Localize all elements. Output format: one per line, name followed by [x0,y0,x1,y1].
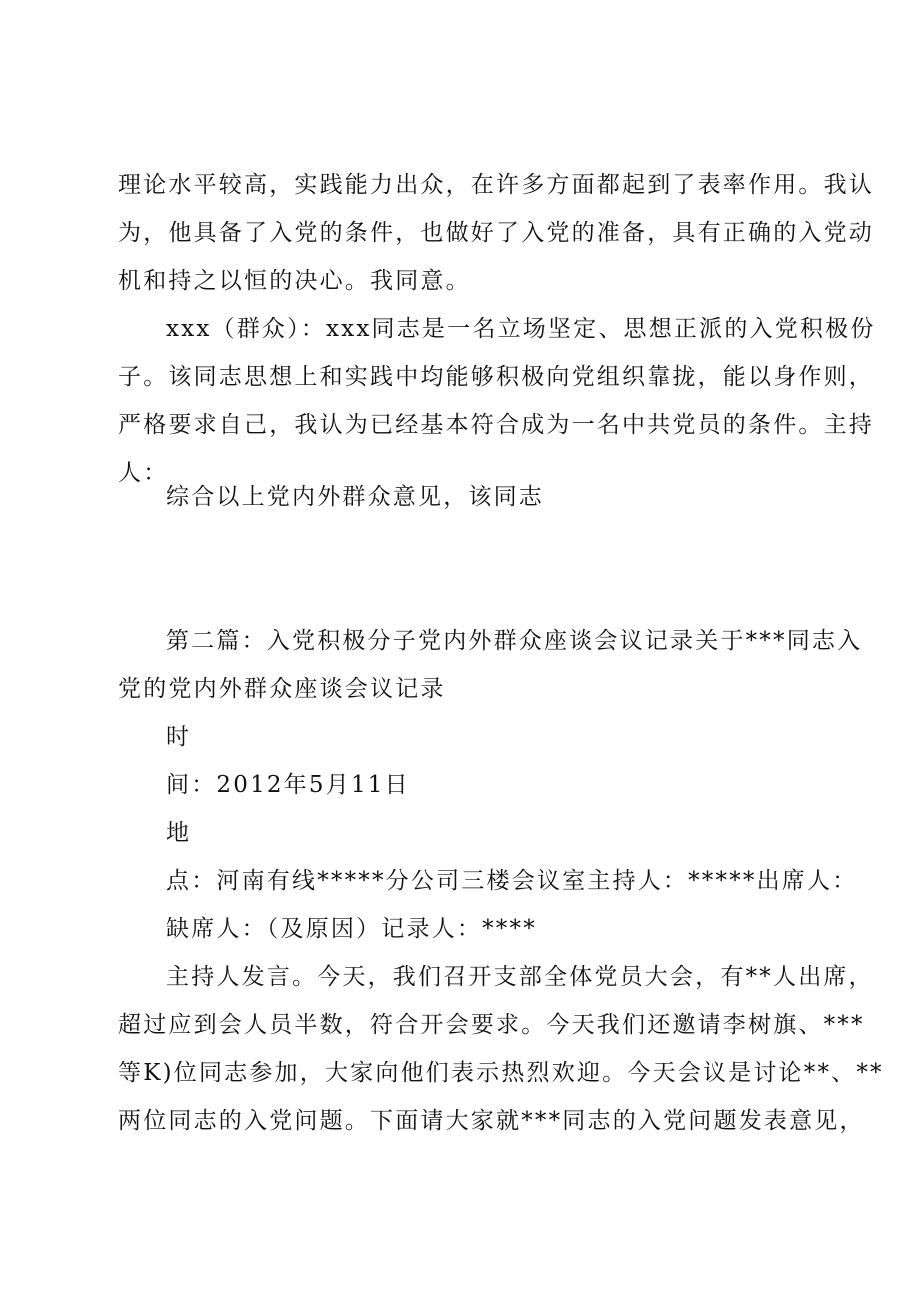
meta-line: 点：河南有线*****分公司三楼会议室主持人：*****出席人： [166,868,858,894]
meta-line: 缺席人：（及原因）记录人：**** [166,916,537,942]
paragraph-line: 超过应到会人员半数，符合开会要求。今天我们还邀请李树旗、*** [118,1012,865,1038]
paragraph-line: 理论水平较高，实践能力出众，在许多方面都起到了表率作用。我认 [118,172,874,198]
meta-line: 间：2012年5月11日 [166,772,410,798]
paragraph-line: 等K)位同志参加，大家向他们表示热烈欢迎。今天会议是讨论**、** [118,1060,884,1086]
paragraph-line: 两位同志的入党问题。下面请大家就***同志的入党问题发表意见， [118,1108,865,1134]
paragraph-line: 严格要求自己，我认为已经基本符合成为一名中共党员的条件。主持 [118,412,874,438]
paragraph-line: xxx（群众）：xxx同志是一名立场坚定、思想正派的入党积极份 [166,316,876,342]
paragraph-line: 综合以上党内外群众意见，该同志 [166,484,544,510]
meta-line: 地 [166,820,192,846]
paragraph-line: 主持人发言。今天，我们召开支部全体党员大会，有**人出席， [166,964,874,990]
paragraph-line: 子。该同志思想上和实践中均能够积极向党组织靠拢，能以身作则， [118,364,874,390]
paragraph-line: 为，他具备了入党的条件，也做好了入党的准备，具有正确的入党动 [118,220,874,246]
meta-line: 时 [166,724,192,750]
paragraph-line: 机和持之以恒的决心。我同意。 [118,268,471,294]
section-heading-line: 第二篇：入党积极分子党内外群众座谈会议记录关于***同志入 [166,628,863,654]
paragraph-line: 人： [118,460,169,486]
section-heading-line: 党的党内外群众座谈会议记录 [118,676,446,702]
